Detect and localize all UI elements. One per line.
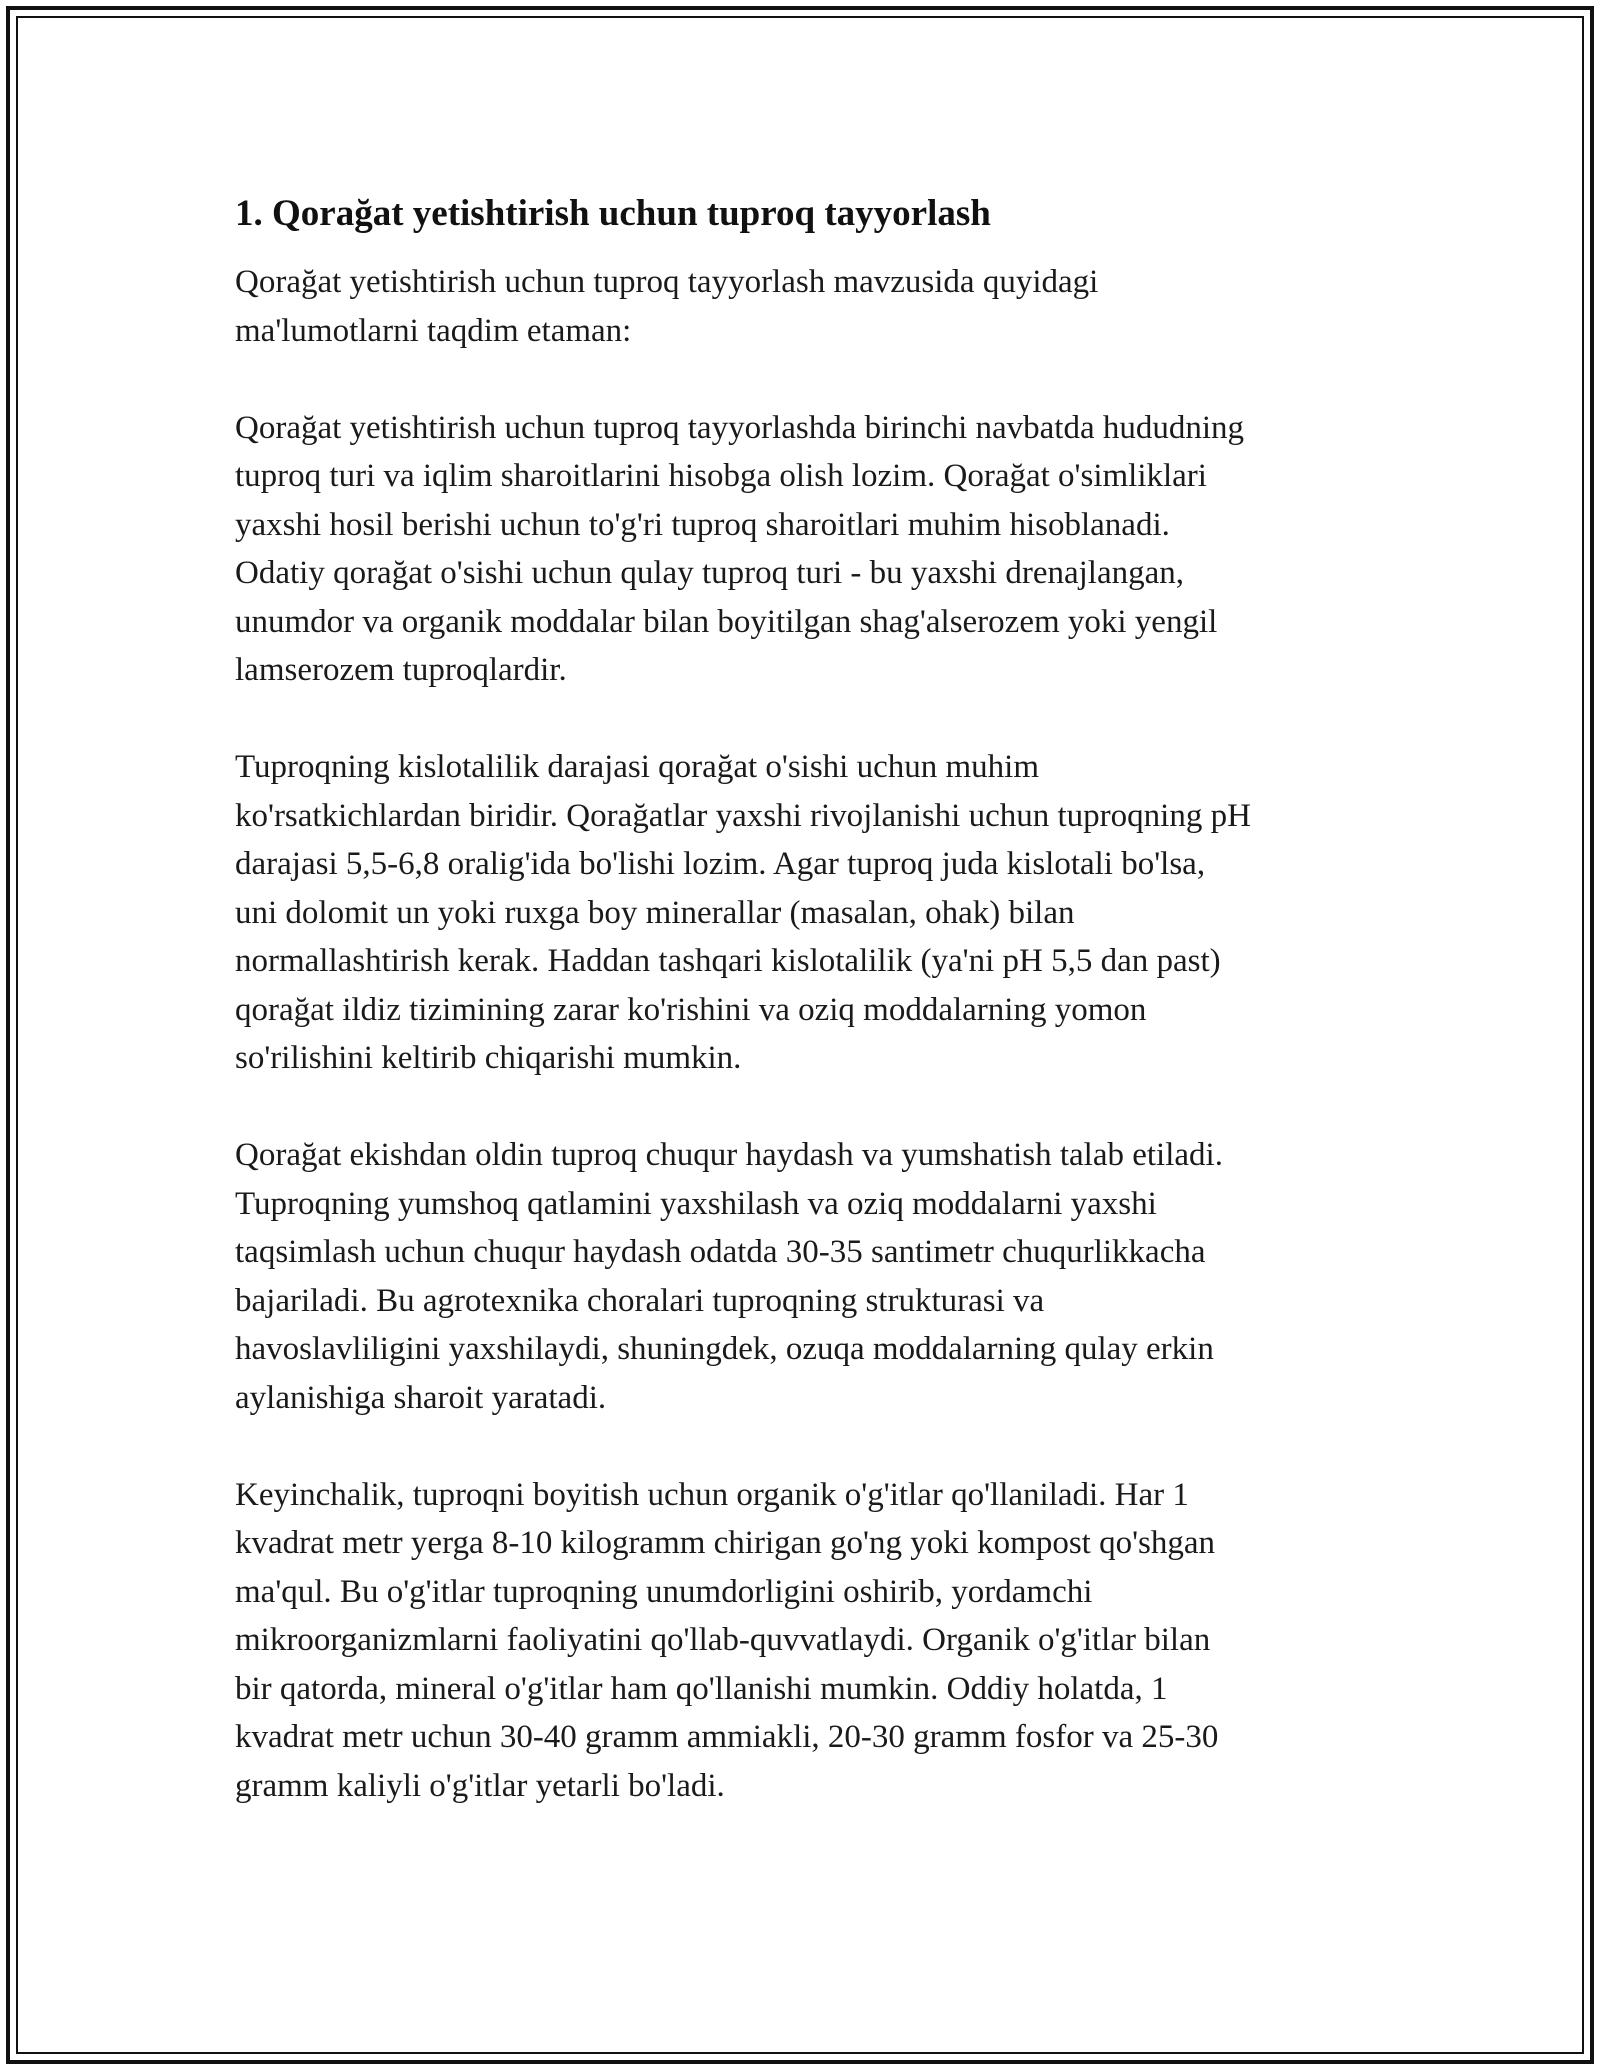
paragraph-plowing [235,1131,1375,1422]
text-line: Tuproqning kislotalilik darajasi qorağat o'sishi uchun muhim [235,749,1040,785]
paragraph-intro [235,258,1375,355]
text-line: taqsimlash uchun chuqur haydash odatda 30-35 santimetr chuqurlikkacha [235,1234,1206,1270]
text-line: Qorağat yetishtirish uchun tuproq tayyorlashda birinchi navbatda hududning [235,409,1245,446]
text-line: Tuproqning yumshoq qatlamini yaxshilash va oziq moddalarni yaxshi [235,1185,1157,1222]
text-line: Qorağat ekishdan oldin tuproq chuqur haydash va yumshatish talab etiladi. [235,1137,1223,1173]
text-line: bajariladi. Bu agrotexnika choralari tuproqning strukturasi va [235,1282,1045,1319]
text-line: aylanishiga sharoit yaratadi. [235,1379,607,1416]
text-line: Qorağat yetishtirish uchun tuproq tayyorlash mavzusida quyidagi [235,264,1099,300]
text-line: uni dolomit un yoki ruxga boy minerallar (masalan, ohak) bilan [235,894,1075,931]
text-line: lamserozem tuproqlardir. [235,652,567,688]
text-line: normallashtirish kerak. Haddan tashqari kislotalilik (ya'ni pH 5,5 dan past) [235,943,1221,979]
text-line: havoslavliligini yaxshilaydi, shuningdek, ozuqa moddalarning qulay erkin [235,1331,1214,1367]
text-line: ma'lumotlarni taqdim etaman: [235,312,632,349]
text-line: ko'rsatkichlardan biridir. Qorağatlar yaxshi rivojlanishi uchun tuproqning pH [235,797,1251,834]
text-line: yaxshi hosil berishi uchun to'g'ri tuproq sharoitlari muhim hisoblanadi. [235,506,1170,543]
text-line: tuproq turi va iqlim sharoitlarini hisobga olish lozim. Qorağat o'simliklari [235,458,1207,494]
paragraph-fertilizers [235,1471,1375,1811]
text-line: unumdor va organik moddalar bilan boyitilgan shag'alserozem yoki yengil [235,603,1218,640]
text-line: darajasi 5,5-6,8 oralig'ida bo'lishi lozim. Agar tuproq juda kislotali bo'lsa, [235,846,1206,882]
text-line: so'rilishini keltirib chiqarishi mumkin. [235,1040,742,1076]
text-line: Odatiy qorağat o'sishi uchun qulay tuproq turi - bu yaxshi drenajlangan, [235,555,1184,591]
text-line: Keyinchalik, tuproqni boyitish uchun organik o'g'itlar qo'llaniladi. Har 1 [235,1476,1189,1513]
text-line: ma'qul. Bu o'g'itlar tuproqning unumdorligini oshirib, yordamchi [235,1573,1093,1610]
text-line: qorağat ildiz tizimining zarar ko'rishini va oziq moddalarning yomon [235,991,1147,1028]
document-body [235,190,1375,1859]
text-line: kvadrat metr uchun 30-40 gramm ammiakli, 20-30 gramm fosfor va 25-30 [235,1719,1219,1755]
paragraph-acidity [235,743,1375,1083]
paragraph-soil-type [235,404,1375,695]
text-line: bir qatorda, mineral o'g'itlar ham qo'llanishi mumkin. Oddiy holatda, 1 [235,1670,1168,1707]
text-line: kvadrat metr yerga 8-10 kilogramm chirigan go'ng yoki kompost qo'shgan [235,1525,1216,1561]
text-line: mikroorganizmlarni faoliyatini qo'llab-quvvatlaydi. Organik o'g'itlar bilan [235,1622,1211,1658]
section-heading: 1. Qorağat yetishtirish uchun tuproq tayyorlash [235,193,991,234]
text-line: gramm kaliyli o'g'itlar yetarli bo'ladi. [235,1767,725,1804]
